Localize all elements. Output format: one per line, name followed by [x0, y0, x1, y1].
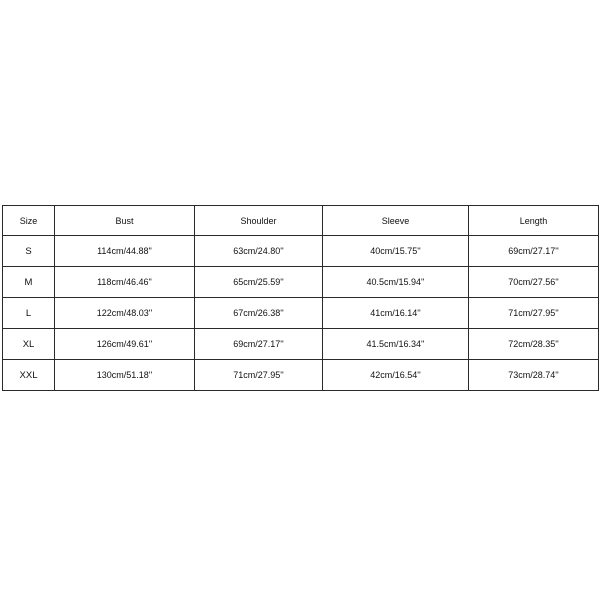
header-size: Size: [3, 206, 55, 236]
bust-cell: 130cm/51.18'': [55, 360, 195, 391]
length-cell: 72cm/28.35'': [469, 329, 599, 360]
size-cell: L: [3, 298, 55, 329]
shoulder-cell: 67cm/26.38'': [195, 298, 323, 329]
size-chart-table: [2, 205, 599, 391]
sleeve-cell: 41.5cm/16.34'': [323, 329, 469, 360]
shoulder-cell: 71cm/27.95'': [195, 360, 323, 391]
header-shoulder: Shoulder: [195, 206, 323, 236]
sleeve-cell: 41cm/16.14'': [323, 298, 469, 329]
shoulder-cell: 65cm/25.59'': [195, 267, 323, 298]
bust-cell: 122cm/48.03'': [55, 298, 195, 329]
sleeve-cell: 40.5cm/15.94'': [323, 267, 469, 298]
sleeve-cell: 42cm/16.54'': [323, 360, 469, 391]
shoulder-cell: 63cm/24.80'': [195, 236, 323, 267]
header-bust: Bust: [55, 206, 195, 236]
size-cell: M: [3, 267, 55, 298]
length-cell: 73cm/28.74'': [469, 360, 599, 391]
header-length: Length: [469, 206, 599, 236]
bust-cell: 118cm/46.46'': [55, 267, 195, 298]
table-row: [3, 329, 599, 360]
sleeve-cell: 40cm/15.75'': [323, 236, 469, 267]
table-row: [3, 360, 599, 391]
length-cell: 70cm/27.56'': [469, 267, 599, 298]
header-sleeve: Sleeve: [323, 206, 469, 236]
length-cell: 69cm/27.17'': [469, 236, 599, 267]
size-cell: S: [3, 236, 55, 267]
shoulder-cell: 69cm/27.17'': [195, 329, 323, 360]
table-row: [3, 236, 599, 267]
table-row: [3, 267, 599, 298]
bust-cell: 114cm/44.88'': [55, 236, 195, 267]
size-cell: XXL: [3, 360, 55, 391]
size-cell: XL: [3, 329, 55, 360]
table-row: [3, 298, 599, 329]
length-cell: 71cm/27.95'': [469, 298, 599, 329]
bust-cell: 126cm/49.61'': [55, 329, 195, 360]
header-row: [3, 206, 599, 236]
